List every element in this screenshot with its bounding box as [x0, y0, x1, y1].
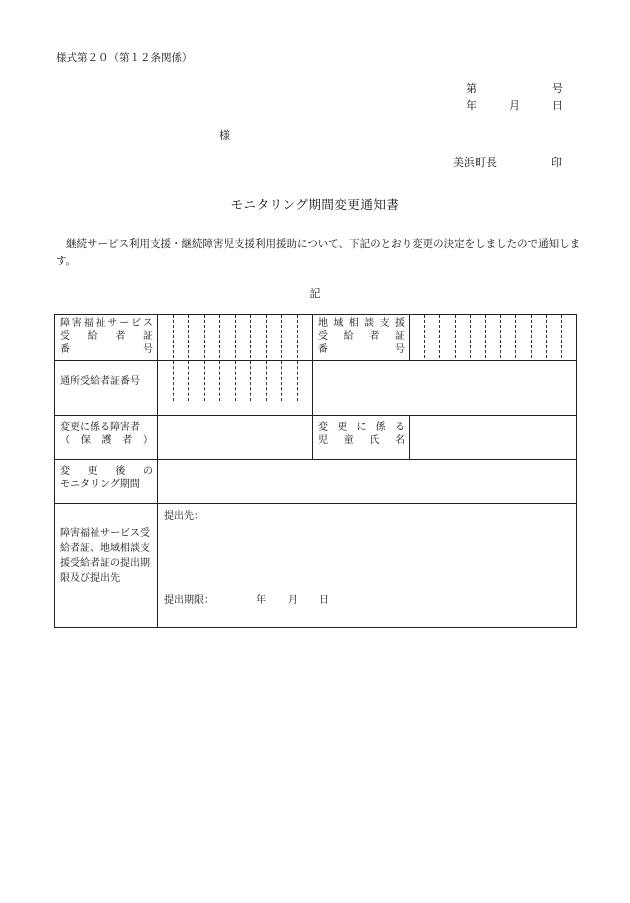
label-line: （ 保 護 者 ） — [60, 435, 153, 446]
notice-body: 継続サービス利用支援・継続障害児支援利用援助について、下記のとおり変更の決定をしましたので通知します。 — [56, 238, 581, 267]
disabled-person-field[interactable] — [158, 416, 313, 460]
issuer-name: 美浜町長 — [453, 156, 497, 169]
label-line: 番 号 — [60, 344, 153, 355]
ki-heading: 記 — [309, 287, 321, 300]
label-line: 受 給 者 証 — [318, 331, 405, 342]
row-submission — [55, 504, 577, 628]
monitoring-period-field[interactable] — [158, 460, 577, 504]
deadline-year: 年 — [256, 595, 266, 606]
issue-number-prefix: 第 — [466, 82, 477, 95]
label-line: 番 号 — [318, 344, 405, 355]
addressee-suffix: 様 — [219, 129, 230, 142]
day-service-number-label: 通所受給者証番号 — [55, 361, 158, 416]
submission-field[interactable] — [158, 504, 577, 628]
date-year: 年 — [466, 99, 477, 112]
date-day: 日 — [552, 99, 563, 112]
submission-label: 障害福祉サービス受給者証、地域相談支援受給者証の提出期限及び提出先 — [55, 504, 158, 628]
label-line: モニタリング期間 — [60, 479, 140, 490]
welfare-service-number-field[interactable] — [158, 315, 313, 361]
issue-number-suffix: 号 — [552, 82, 563, 95]
child-name-field[interactable] — [410, 416, 577, 460]
disabled-person-label — [55, 416, 158, 460]
label-line: 変 更 後 の — [60, 466, 153, 477]
seal-mark: 印 — [551, 156, 562, 169]
destination-label: 提出先： — [164, 511, 204, 522]
form-number: 様式第２０（第１２条関係） — [56, 52, 193, 64]
deadline-day: 日 — [319, 595, 329, 606]
monitoring-period-label — [55, 460, 158, 504]
row-monitoring-period — [55, 460, 577, 504]
label-line: 変更に係る障害者 — [60, 422, 140, 433]
label-line: 変 更 に 係 る — [318, 422, 405, 433]
row-changed-persons — [55, 416, 577, 460]
label-line: 児 童 氏 名 — [318, 435, 405, 446]
row-recipient-numbers — [55, 315, 577, 361]
child-name-label — [313, 416, 410, 460]
date-month: 月 — [509, 99, 520, 112]
row-day-service-number — [55, 361, 577, 416]
day-service-number-field[interactable] — [158, 361, 313, 416]
deadline-label: 提出期限： — [164, 595, 214, 606]
day-service-blank — [313, 361, 577, 416]
document-title: モニタリング期間変更通知書 — [230, 197, 400, 212]
welfare-service-number-label — [55, 315, 158, 361]
deadline-line — [164, 591, 329, 606]
community-support-number-label — [313, 315, 410, 361]
label-line: 受 給 者 証 — [60, 331, 153, 342]
label-line: 地 域 相 談 支 援 — [318, 318, 405, 329]
community-support-number-field[interactable] — [410, 315, 577, 361]
label-line: 障 害 福 祉 サ ー ビ ス — [60, 318, 153, 329]
notice-table — [54, 314, 577, 628]
deadline-month: 月 — [288, 595, 298, 606]
